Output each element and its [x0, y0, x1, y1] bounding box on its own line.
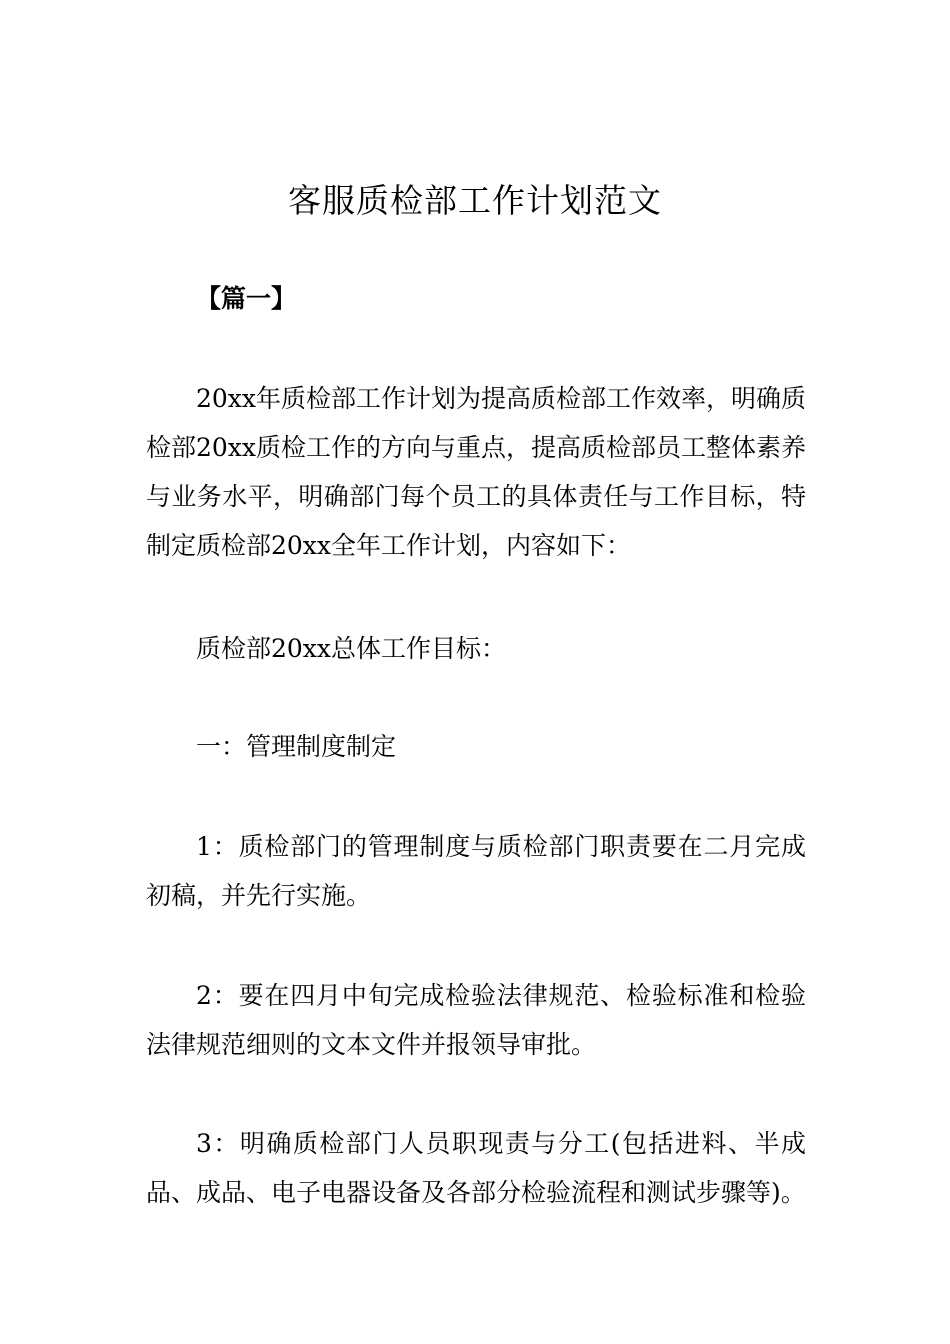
document-title: 客服质检部工作计划范文 [288, 181, 662, 220]
paragraph-item-2: 2：要在四月中旬完成检验法律规范、检验标准和检验法律规范细则的文本文件并报领导审批。 [146, 981, 806, 1059]
section-label: 【篇一】 [196, 284, 297, 313]
paragraph-overall-goal: 质检部20xx总体工作目标： [196, 634, 507, 663]
paragraph-intro: 20xx年质检部工作计划为提高质检部工作效率，明确质检部20xx质检工作的方向与重点，提高质检部员工整体素养与业务水平，明确部门每个员工的具体责任与工作目标，特制定质检部20xx全年工作计划，内容如下： [146, 384, 807, 560]
paragraph-section-one: 一：管理制度制定 [196, 732, 397, 761]
paragraph-item-1: 1：质检部门的管理制度与质检部门职责要在二月完成初稿，并先行实施。 [146, 832, 806, 910]
paragraph-item-3: 3：明确质检部门人员职现责与分工(包括进料、半成品、成品、电子电器设备及各部分检验流程和测试步骤等)。 [146, 1129, 806, 1207]
